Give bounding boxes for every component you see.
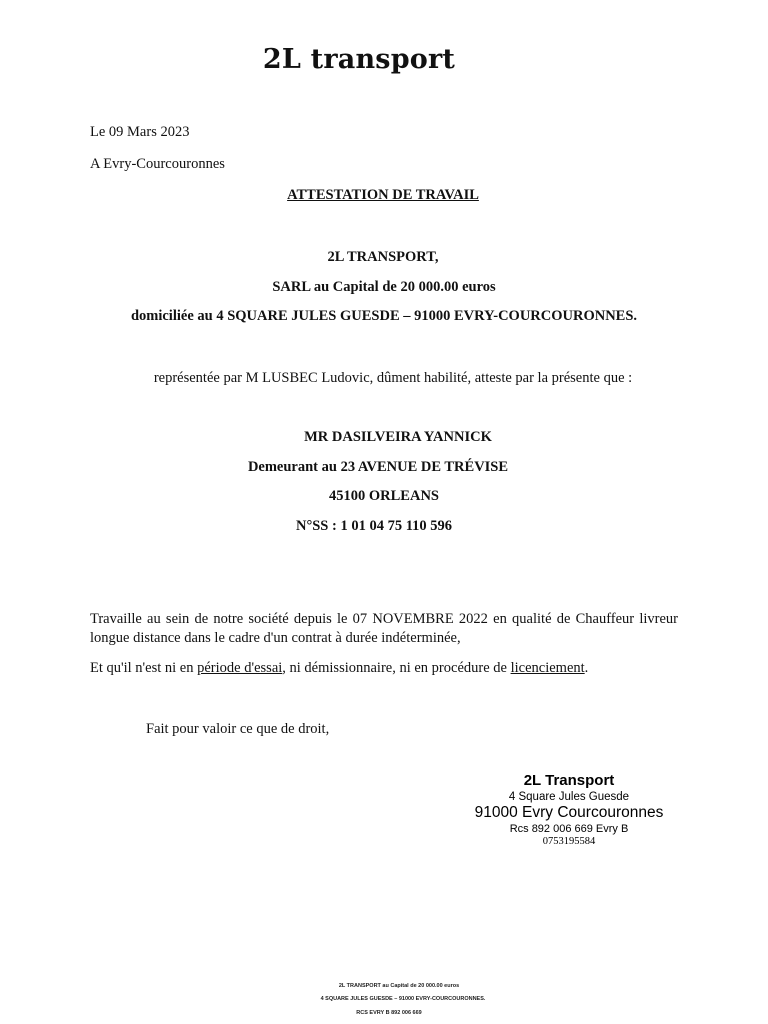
status-text-end: . xyxy=(584,660,589,676)
stamp-company-name: 2L Transport xyxy=(523,772,615,789)
stamp-street: 4 Square Jules Guesde xyxy=(508,791,630,803)
employee-address: Demeurant au 23 AVENUE DE TRÉVISE xyxy=(247,459,509,475)
employer-name: 2L TRANSPORT, xyxy=(327,249,439,265)
document-title: ATTESTATION DE TRAVAIL xyxy=(287,187,479,203)
status-text-middle: , ni démissionnaire, ni en procédure de xyxy=(282,660,511,676)
status-text-start: Et qu'il n'est ni en xyxy=(90,660,198,676)
footer-line-2: 4 SQUARE JULES GUESDE – 91000 EVRY-COURCOURONNES. xyxy=(320,996,486,1002)
status-paragraph xyxy=(90,659,588,677)
stamp-city: 91000 Evry Courcouronnes xyxy=(474,804,664,821)
employee-name: MR DASILVEIRA YANNICK xyxy=(304,429,492,445)
representative-line: représentée par M LUSBEC Ludovic, dûment habilité, atteste par la présente que : xyxy=(153,370,633,386)
dismissal-link[interactable]: licenciement xyxy=(510,660,585,676)
company-stamp xyxy=(458,770,680,856)
employment-paragraph: Travaille au sein de notre société depuis le 07 NOVEMBRE 2022 en qualité de Chauffeur livreur longue distance dans le cadre d'un contrat à durée indéterminée, xyxy=(90,611,678,646)
employee-nss: N°SS : 1 01 04 75 110 596 xyxy=(295,518,453,534)
stamp-phone: 0753195584 xyxy=(542,836,596,847)
probation-link[interactable]: période d'essai xyxy=(197,660,283,676)
place-line: A Evry-Courcouronnes xyxy=(90,156,225,172)
closing-line: Fait pour valoir ce que de droit, xyxy=(146,721,330,737)
stamp-rcs: Rcs 892 006 669 Evry B xyxy=(509,823,629,835)
footer-line-1: 2L TRANSPORT au Capital de 20 000.00 euros xyxy=(338,983,460,989)
date-line: Le 09 Mars 2023 xyxy=(90,124,190,140)
employee-city: 45100 ORLEANS xyxy=(329,488,439,504)
footer-line-3: RCS EVRY B 892 006 669 xyxy=(356,1010,422,1016)
employer-capital: SARL au Capital de 20 000.00 euros xyxy=(272,279,496,295)
company-title: 2L transport xyxy=(262,44,456,75)
employer-address: domiciliée au 4 SQUARE JULES GUESDE – 91000 EVRY-COURCOURONNES. xyxy=(130,308,638,324)
